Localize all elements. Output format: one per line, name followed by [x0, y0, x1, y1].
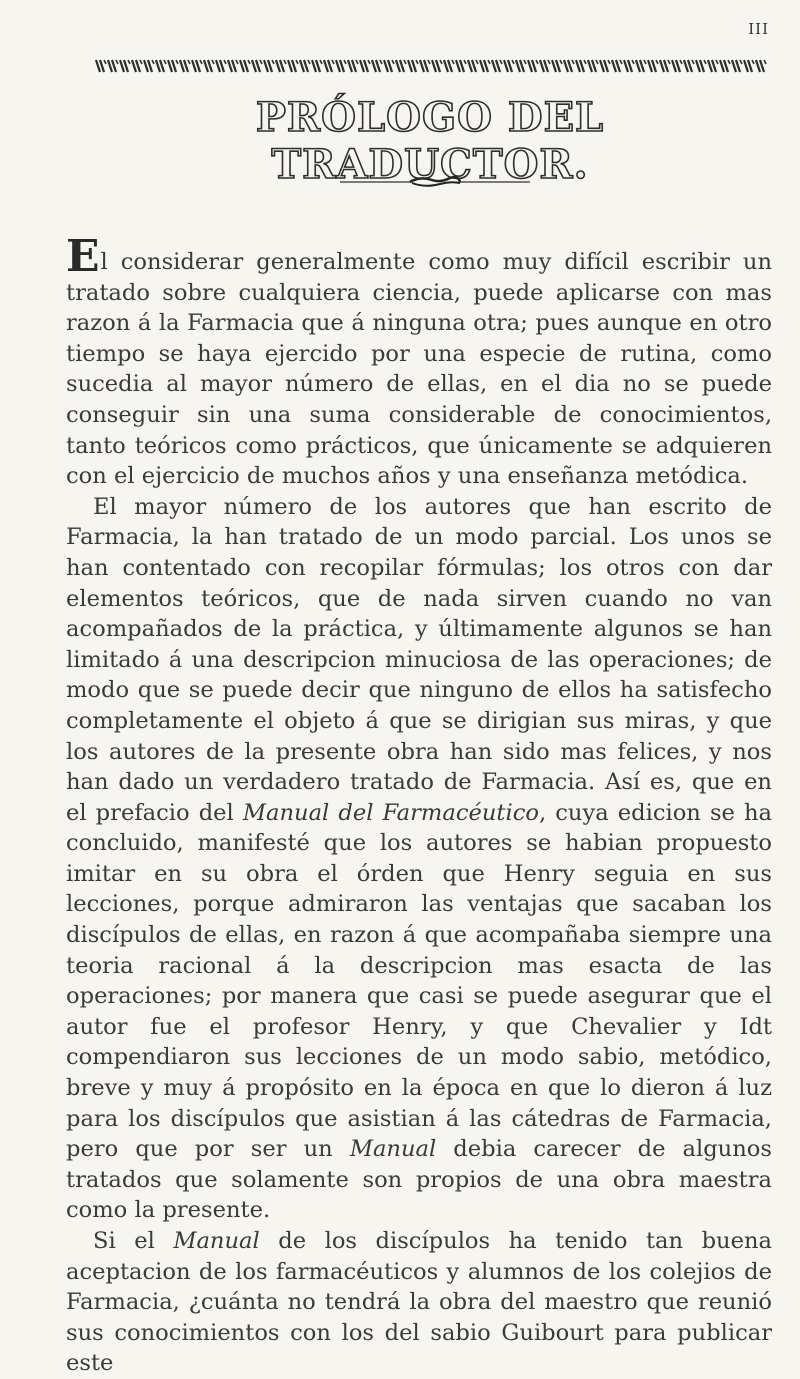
page-number: III [748, 20, 769, 38]
body-text [66, 231, 773, 1379]
page-title: PRÓLOGO DEL TRADUCTOR. [255, 94, 605, 188]
ornamental-border-band [95, 58, 767, 74]
paragraph-2-italic-a: Manual del Farmacéutico [242, 799, 539, 826]
ornament-pattern-icon [95, 58, 767, 74]
paragraph-2-text-b: , cuya edicion se ha concluido, manifesté que los autores se habian propuesto imitar en su obra el órden que Henry seguia en sus lecciones, porque admiraron las ventajas que sacaban los discípulos de ellas, en razon á que acompañaba siempre una teoria racional á la descripcion mas esacta de las operaciones; por manera que casi se puede asegurar que el autor fue el profesor Henry, y que Chevalier y Idt compendiaron sus lecciones de un modo sabio, metódico, breve y muy á propósito en la época en que lo dieron á luz para los discípulos que asistian á las cátedras de Farmacia, pero que por ser un [66, 799, 773, 1163]
paragraph-1 [66, 231, 772, 492]
paragraph-3-text-b: de los discípulos ha tenido tan buena aceptacion de los farmacéuticos y alumnos de los colejios de Farmacia, ¿cuánta no tendrá la obra del maestro que reunió sus conocimientos con los del sabio Guibourt para publicar este [66, 1228, 772, 1377]
paragraph-3-italic-a: Manual [173, 1228, 260, 1254]
drop-cap: E [66, 231, 100, 282]
paragraph-3-text-a: Si el [93, 1228, 174, 1254]
paragraph-2-text-c: debia carecer de algunos tratados que solamente son propios de una obra maestra como la presente. [66, 1136, 772, 1224]
paragraph-2-text-a: El mayor número de los autores que han escrito de Farmacia, la han tratado de un modo parcial. Los unos se han contentado con recopilar fórmulas; los otros con dar elementos teóricos, que de nada sirven cuando no van acompañados de la práctica, y últimamente algunos se han limitado á una descripcion minuciosa de las operaciones; de modo que se puede decir que ninguno de ellos ha satisfecho completamente el objeto á que se dirigian sus miras, y que los autores de la presente obra han sido mas felices, y nos han dado un verdadero tratado de Farmacia. Así es, que en el prefacio del [66, 493, 772, 826]
decorative-rule-icon [340, 175, 530, 189]
paragraph-2-italic-b: Manual [349, 1136, 437, 1163]
paragraph-2 [66, 492, 772, 1226]
paragraph-1-text: l considerar generalmente como muy difícil escribir un tratado sobre cualquiera ciencia, puede aplicarse con mas razon á la Farmacia que á ninguna otra; pues aunque en otro tiempo se haya ejercido por una especie de rutina, como sucedia al mayor número de ellas, en el dia no se puede conseguir sin una suma considerable de conocimientos, tanto teóricos como prácticos, que únicamente se adquieren con el ejercicio de muchos años y una enseñanza metódica. [66, 249, 772, 490]
paragraph-3 [66, 1226, 772, 1379]
